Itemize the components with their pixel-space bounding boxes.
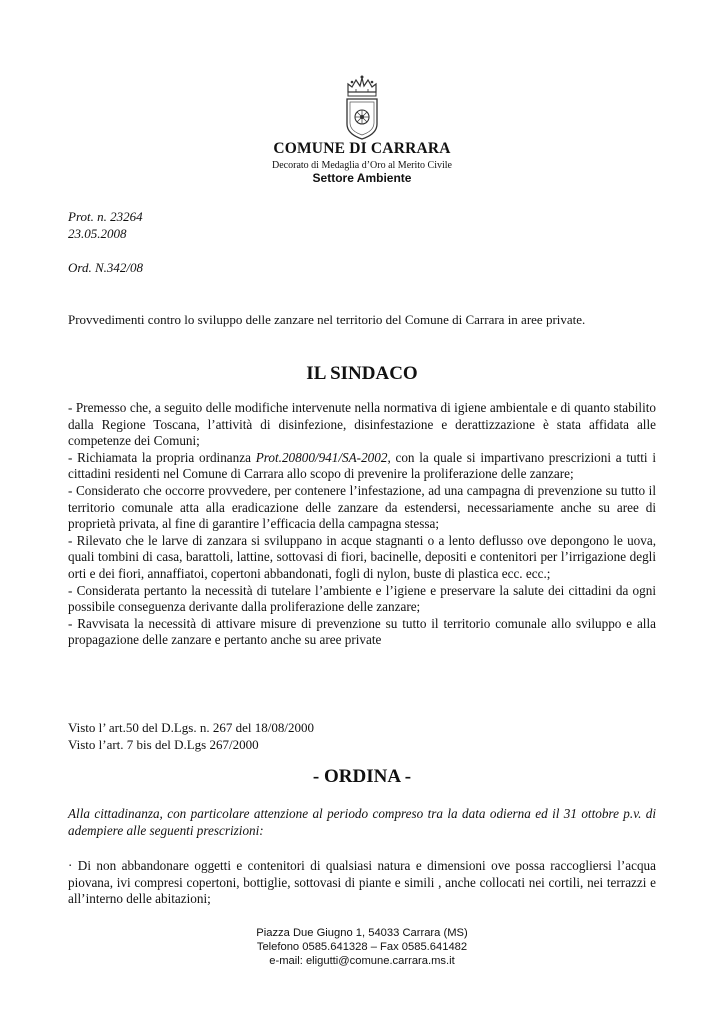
- document-subject: Provvedimenti contro lo sviluppo delle zanzare nel territorio del Comune di Carrara in aree private.: [68, 312, 586, 327]
- premises-block: [68, 400, 656, 649]
- comune-title: COMUNE DI CARRARA: [273, 140, 451, 157]
- footer-address: Piazza Due Giugno 1, 54033 Carrara (MS): [256, 927, 468, 939]
- legal-reference: Visto l’ art.50 del D.Lgs. n. 267 del 18/08/2000: [68, 720, 314, 735]
- premise-text: - Richiamata la propria ordinanza: [68, 449, 256, 465]
- premise-paragraph: - Rilevato che le larve di zanzara si sviluppano in acque stagnanti o a lento deflusso ove depongono le uova, quali tombini di casa, barattoli, lattine, sottovasi di fiori, bacinelle, depositi e contenitori per l’irrigazione degli orti e dei fiori, annaffiatoi, copertoni abbandonati, fogli di nylon, buste di plastica ecc. ecc.;: [68, 532, 656, 581]
- section-title-sindaco: IL SINDACO: [306, 363, 418, 384]
- ordinance-number: Ord. N.342/08: [68, 260, 143, 275]
- premise-paragraph: [68, 450, 656, 483]
- coat-of-arms-icon: [340, 72, 384, 142]
- prescription-item: · Di non abbandonare oggetti e contenitori di qualsiasi natura e dimensioni ove possa raccogliersi l’acqua piovana, ivi compresi copertoni, bottiglie, sottovasi di piante e simili , anche collocati nei cortili, nei terrazzi e all’interno delle abitazioni;: [68, 858, 656, 907]
- protocol-number: Prot. n. 23264: [68, 209, 143, 224]
- premise-paragraph: - Ravvisata la necessità di attivare misure di prevenzione su tutto il territorio comunale allo sviluppo e alla propagazione delle zanzare e pertanto anche su aree private: [68, 615, 656, 648]
- legal-reference: Visto l’art. 7 bis del D.Lgs 267/2000: [68, 737, 259, 752]
- ordinance-reference: Prot.20800/941/SA-2002: [255, 449, 388, 465]
- premise-paragraph: - Considerato che occorre provvedere, per contenere l’infestazione, ad una campagna di prevenzione su tutto il territorio comunale atta alla eradicazione delle zanzare da estendersi, necessariamente anche su aree di proprietà privata, al fine di garantire l’efficacia della campagna stessa;: [68, 482, 656, 532]
- footer-email: e-mail: eligutti@comune.carrara.ms.it: [269, 955, 455, 967]
- premise-paragraph: - Premesso che, a seguito delle modifiche intervenute nella normativa di igiene ambientale e di quanto stabilito dalla Regione Toscana, l’attività di disinfezione, disinfestazione e derattizzazione è stata affidata alle competenze dei Comuni;: [68, 400, 656, 449]
- order-introduction: Alla cittadinanza, con particolare attenzione al periodo compreso tra la data odierna ed il 31 ottobre p.v. di adempiere alle seguenti prescrizioni:: [68, 806, 656, 838]
- premise-paragraph: - Considerata pertanto la necessità di tutelare l’ambiente e l’igiene e preservare la salute dei cittadini da ogni possibile conseguenza derivante dalla proliferazione delle zanzare;: [68, 582, 656, 615]
- footer-phone: Telefono 0585.641328 – Fax 0585.641482: [256, 941, 468, 953]
- document-date: 23.05.2008: [68, 226, 127, 241]
- department-name: Settore Ambiente: [312, 171, 412, 185]
- decoration-subtitle: Decorato di Medaglia d’Oro al Merito Civile: [272, 160, 452, 171]
- section-title-ordina: - ORDINA -: [312, 766, 412, 787]
- premise-text: , con la quale si impartivano prescrizioni a tutti i cittadini residenti nel Comune di Carrara allo scopo di prevenire la proliferazione delle zanzare;: [68, 449, 656, 482]
